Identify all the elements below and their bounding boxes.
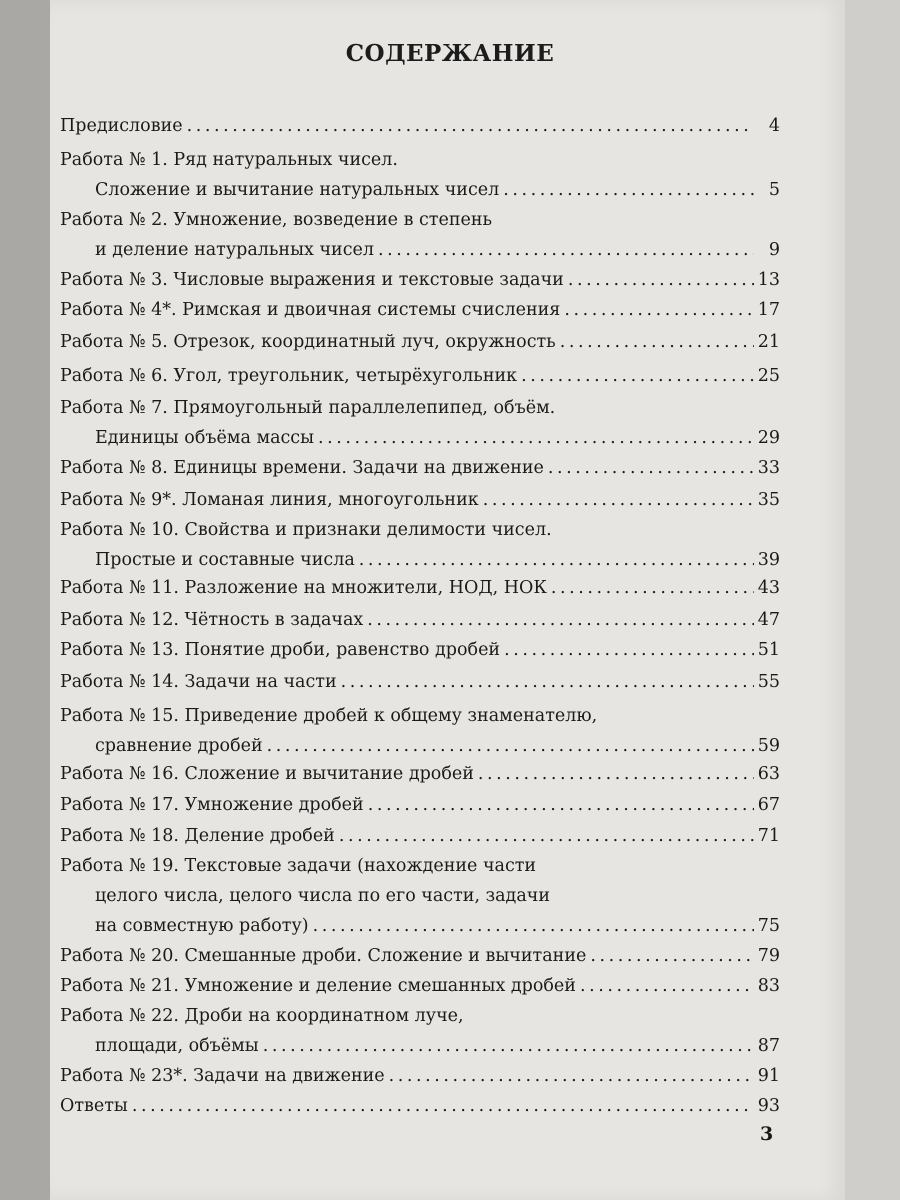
toc-entry [60,300,780,330]
leader-dots [313,916,754,936]
page-title: СОДЕРЖАНИЕ [345,40,555,67]
toc-entry-text: Работа № 4*. Римская и двоичная системы счисления [60,300,561,320]
toc-entry-line [60,946,780,976]
toc-entry-text: Работа № 23*. Задачи на движение [60,1066,385,1086]
toc-entry-text: Работа № 18. Деление дробей [60,826,335,846]
leader-dots [580,976,754,996]
toc-entry-text: Работа № 13. Понятие дроби, равенство дробей [60,640,501,660]
toc-entry-text: Единицы объёма массы [95,428,315,448]
toc-page-number: 39 [757,550,780,570]
leader-dots [504,640,754,660]
toc-entry-text: целого числа, целого числа по его части, задачи [95,886,550,906]
toc-entry-text: Работа № 3. Числовые выражения и текстовые задачи [60,270,564,290]
toc-entry-line [60,366,780,396]
leader-dots [187,116,754,136]
leader-dots [590,946,753,966]
toc-entry [60,398,780,458]
toc-page-number: 63 [757,764,780,784]
toc-page-number: 71 [757,826,780,846]
toc-entry-line [60,180,780,210]
toc-entry [60,826,780,856]
toc-entry-text: Работа № 10. Свойства и признаки делимости чисел. [60,520,552,540]
toc-entry-text: Работа № 8. Единицы времени. Задачи на движение [60,458,544,478]
toc-entry-line [60,795,780,825]
toc-entry-line [60,826,780,856]
toc-entry [60,610,780,640]
toc-page-number: 4 [768,116,780,136]
toc-entry [60,332,780,362]
toc-entry-line [60,1036,780,1066]
toc-entry-line [60,706,780,736]
toc-entry-line [60,520,780,550]
toc-page-number: 47 [757,610,780,630]
toc-entry-line [60,398,780,428]
toc-entry-line [60,300,780,330]
toc-entry-text: Простые и составные числа [95,550,355,570]
toc-entry [60,764,780,794]
leader-dots [568,270,754,290]
leader-dots [389,1066,754,1086]
toc-entry [60,1066,780,1096]
toc-entry [60,1096,780,1126]
toc-entry-line [60,764,780,794]
toc-entry [60,795,780,825]
toc-entry [60,116,780,146]
toc-entry-text: Работа № 19. Текстовые задачи (нахождение части [60,856,537,876]
toc-page-number: 93 [757,1096,780,1116]
toc-entry [60,210,780,270]
toc-page-number: 29 [757,428,780,448]
toc-entry-text: Работа № 17. Умножение дробей [60,795,364,815]
toc-entry [60,458,780,488]
leader-dots [503,180,754,200]
toc-page-number: 13 [757,270,780,290]
toc-entry-line [60,332,780,362]
toc-page-number: 35 [757,490,780,510]
toc-entry-text: Работа № 15. Приведение дробей к общему знаменателю, [60,706,598,726]
toc-entry-text: Ответы [60,1096,128,1116]
toc-entry-line [60,1006,780,1036]
leader-dots [564,300,753,320]
toc-entry-line [60,490,780,520]
toc-page-number: 9 [768,240,780,260]
toc-entry-line [60,116,780,146]
toc-page-number: 55 [757,672,780,692]
toc-entry-line [60,672,780,702]
toc-entry-line [60,1066,780,1096]
toc-page-number: 21 [757,332,780,352]
leader-dots [267,736,754,756]
leader-dots [560,332,754,352]
toc-entry-line [60,916,780,946]
toc-entry-text: Работа № 7. Прямоугольный параллелепипед, объём. [60,398,556,418]
toc-entry-line [60,210,780,240]
toc-entry-text: Работа № 9*. Ломаная линия, многоугольник [60,490,479,510]
toc-entry-text: Работа № 16. Сложение и вычитание дробей [60,764,474,784]
leader-dots [483,490,754,510]
toc-entry [60,640,780,670]
toc-entry-text: Работа № 20. Смешанные дроби. Сложение и вычитание [60,946,587,966]
toc-entry-line [60,856,780,886]
toc-entry [60,578,780,608]
toc-entry-text: и деление натуральных чисел [95,240,374,260]
toc-entry-line [60,428,780,458]
toc-entry-line [60,150,780,180]
toc-entry-line [60,1096,780,1126]
toc-entry-text: Работа № 2. Умножение, возведение в степень [60,210,493,230]
leader-dots [548,458,754,478]
toc-page-number: 83 [757,976,780,996]
toc-entry-text: Предисловие [60,116,183,136]
leader-dots [359,550,754,570]
toc-page-number: 87 [757,1036,780,1056]
toc-entry-text: Работа № 11. Разложение на множители, НОД, НОК [60,578,547,598]
toc-entry-text: Работа № 5. Отрезок, координатный луч, окружность [60,332,556,352]
leader-dots [339,826,754,846]
toc-entry-text: на совместную работу) [95,916,309,936]
toc-page-number: 75 [757,916,780,936]
toc-entry [60,520,780,580]
toc-entry-line [60,610,780,640]
toc-entry [60,672,780,702]
toc-page-number: 25 [757,366,780,386]
toc-entry-text: Работа № 12. Чётность в задачах [60,610,364,630]
leader-dots [367,610,753,630]
toc-page-number: 43 [757,578,780,598]
toc-page-number: 33 [757,458,780,478]
toc-page-number: 51 [757,640,780,660]
toc-entry-line [60,458,780,488]
toc-entry-line [60,640,780,670]
leader-dots [378,240,754,260]
toc-entry [60,976,780,1006]
toc-page-number: 67 [757,795,780,815]
toc-entry [60,1006,780,1066]
toc-entry-text: Работа № 14. Задачи на части [60,672,337,692]
toc-page-number: 79 [757,946,780,966]
page-number: 3 [760,1123,774,1145]
toc-entry-line [60,270,780,300]
toc-entry-line [60,240,780,270]
toc-page-number: 17 [757,300,780,320]
toc-entry-text: Работа № 6. Угол, треугольник, четырёхугольник [60,366,518,386]
toc-entry-line [60,736,780,766]
toc-entry-line [60,550,780,580]
leader-dots [263,1036,754,1056]
toc-entry-line [60,976,780,1006]
toc-page-number: 5 [768,180,780,200]
leader-dots [478,764,754,784]
toc-entry [60,150,780,210]
toc-entry [60,856,780,946]
toc-entry [60,706,780,766]
leader-dots [551,578,754,598]
toc-entry [60,270,780,300]
toc-entry-text: Работа № 22. Дроби на координатном луче, [60,1006,464,1026]
toc-entry-text: сравнение дробей [95,736,263,756]
leader-dots [318,428,754,448]
leader-dots [521,366,754,386]
toc-page-number: 91 [757,1066,780,1086]
toc-entry [60,946,780,976]
leader-dots [368,795,754,815]
leader-dots [132,1096,754,1116]
toc-entry-line [60,886,780,916]
toc-entry-text: площади, объёмы [95,1036,259,1056]
toc-page-number: 59 [757,736,780,756]
toc-entry-text: Работа № 21. Умножение и деление смешанных дробей [60,976,576,996]
toc-entry [60,490,780,520]
toc-entry-text: Работа № 1. Ряд натуральных чисел. [60,150,398,170]
leader-dots [341,672,754,692]
toc-entry [60,366,780,396]
toc-entry-line [60,578,780,608]
toc-entry-text: Сложение и вычитание натуральных чисел [95,180,500,200]
